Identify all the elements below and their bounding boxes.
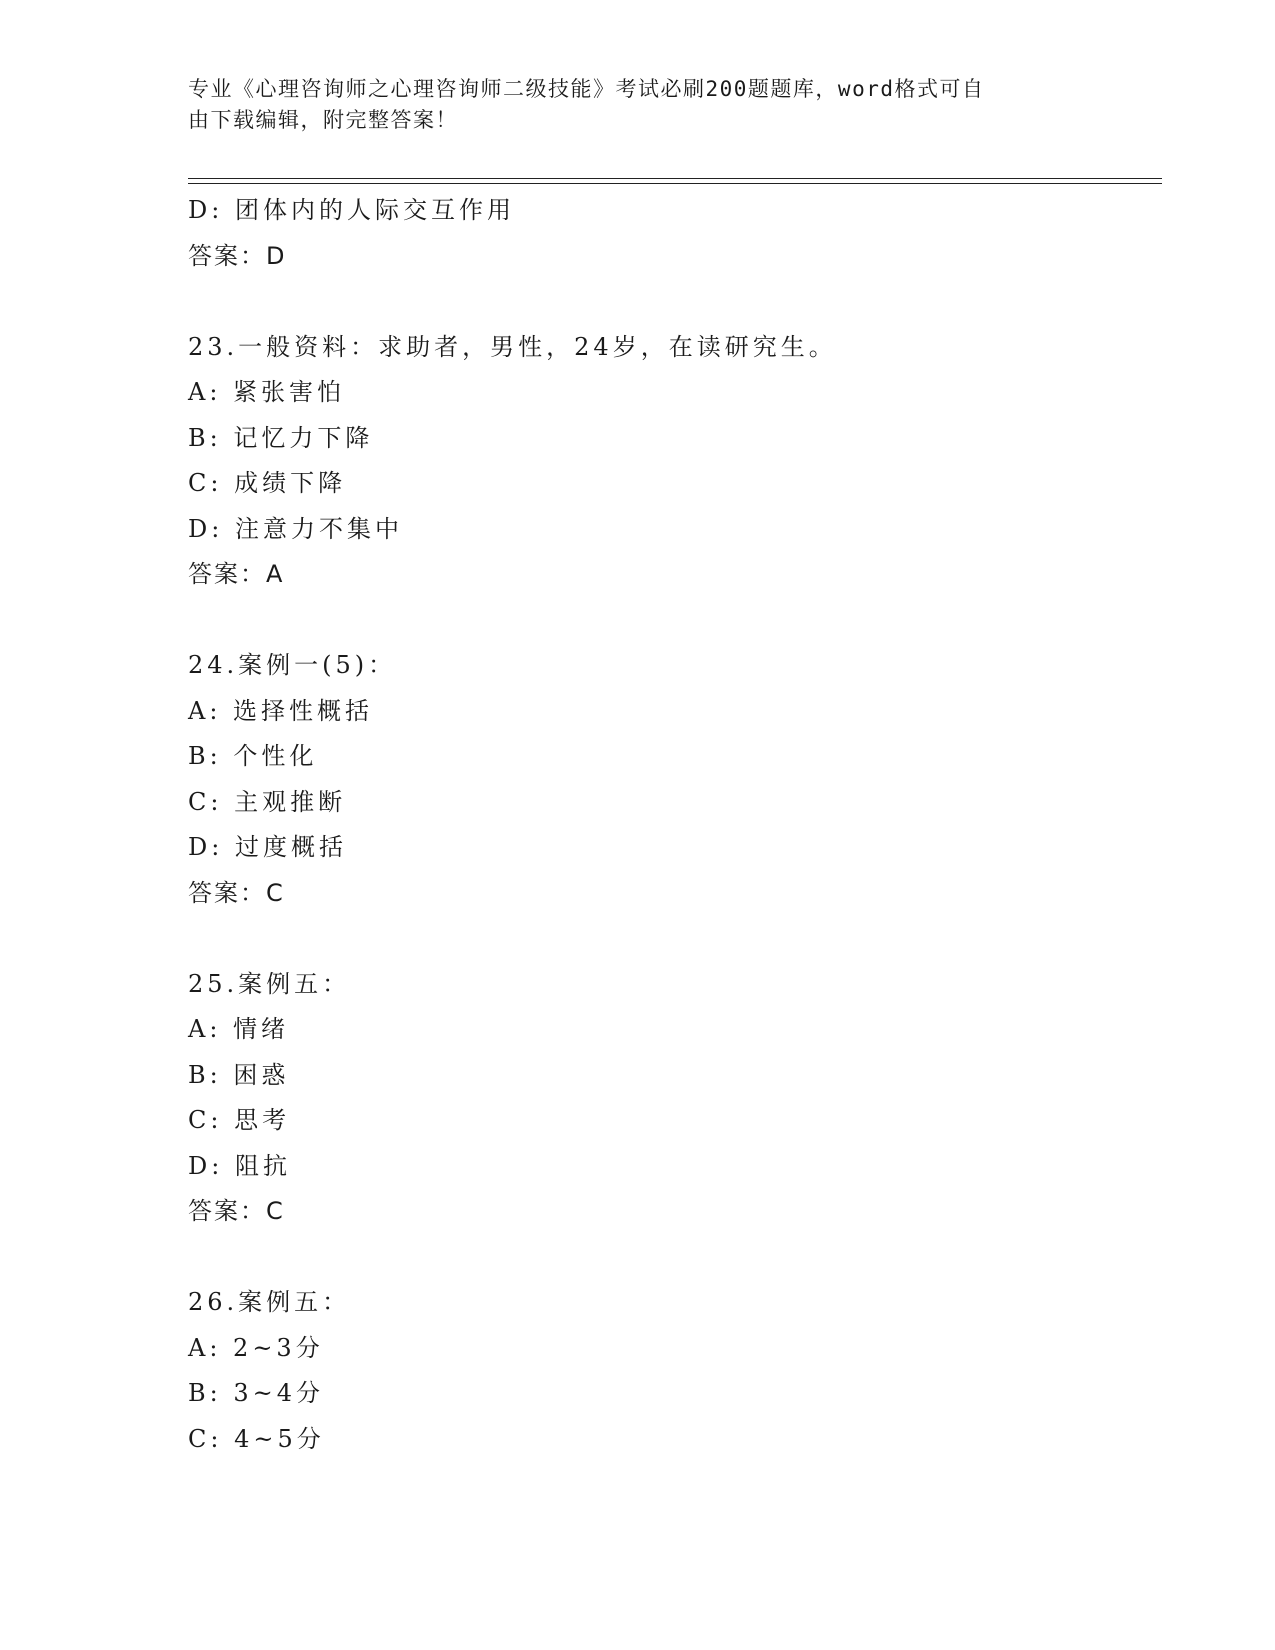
spacer [188, 1235, 1162, 1281]
option-d: D: 注意力不集中 [188, 514, 403, 543]
option-a: A: 情绪 [188, 1015, 290, 1043]
question-stem: 24.案例一(5)： [188, 651, 397, 679]
question-stem: 26.案例五： [188, 1288, 351, 1316]
option-b: B: 记忆力下降 [188, 423, 374, 452]
question-list [188, 188, 1162, 1462]
question-24 [188, 643, 1162, 916]
header-rule-top [188, 178, 1162, 179]
question-26 [188, 1280, 1162, 1462]
prev-option-d: D: 团体内的人际交互作用 [188, 196, 515, 224]
option-b: B: 个性化 [188, 742, 318, 770]
option-c: C: 4~5分 [188, 1424, 325, 1453]
header-line-1: 专业《心理咨询师之心理咨询师二级技能》考试必刷200题题库，word格式可自 [188, 77, 985, 101]
option-c: C: 思考 [188, 1106, 291, 1134]
answer: 答案：A [188, 560, 285, 588]
answer: 答案：C [188, 878, 285, 907]
option-d: D: 阻抗 [188, 1151, 291, 1180]
spacer [188, 916, 1162, 962]
header-line-2: 由下载编辑，附完整答案！ [188, 108, 458, 132]
question-stem: 23.一般资料：求助者，男性，24岁，在读研究生。 [188, 332, 837, 361]
option-a: A: 选择性概括 [188, 696, 374, 725]
option-b: B: 3~4分 [188, 1379, 324, 1407]
spacer [188, 279, 1162, 325]
question-stem: 25.案例五： [188, 969, 351, 998]
question-25 [188, 962, 1162, 1235]
document-header [188, 74, 1068, 136]
option-a: A: 2~3分 [188, 1333, 324, 1362]
option-a: A: 紧张害怕 [188, 378, 346, 406]
option-c: C: 成绩下降 [188, 469, 347, 497]
answer: 答案：C [188, 1197, 285, 1225]
header-rule-bottom [188, 183, 1162, 184]
question-23 [188, 325, 1162, 598]
option-d: D: 过度概括 [188, 833, 347, 861]
spacer [188, 598, 1162, 644]
prev-answer: 答案：D [188, 241, 287, 270]
option-c: C: 主观推断 [188, 787, 347, 816]
option-b: B: 困惑 [188, 1060, 290, 1089]
